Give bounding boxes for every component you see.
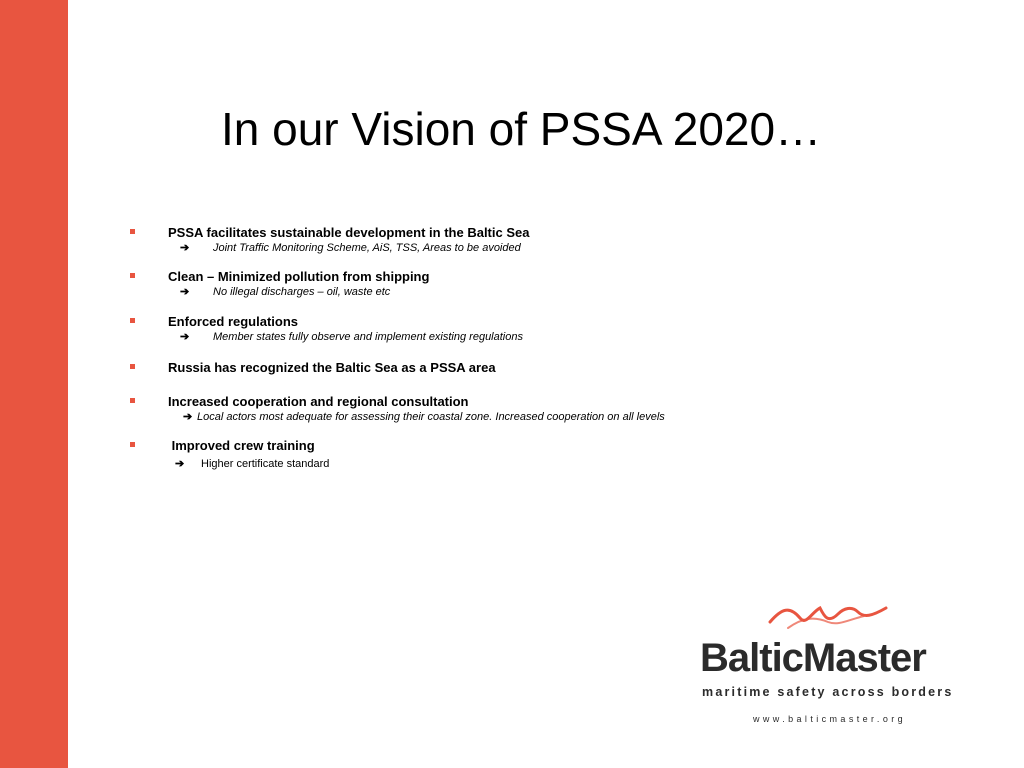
website-url[interactable]: www.balticmaster.org [753,714,907,724]
bullet-text: Clean – Minimized pollution from shipping [168,269,430,284]
slide-title: In our Vision of PSSA 2020… [221,103,822,155]
right-arrow-icon: ➔ [180,286,190,298]
logo-name: BalticMaster [700,636,926,680]
square-bullet-icon [130,442,135,447]
bullet-text: PSSA facilitates sustainable development in the Baltic Sea [168,225,530,240]
sub-bullet-text: Higher certificate standard [201,458,330,470]
logo-tagline: maritime safety across borders [702,685,954,699]
right-arrow-icon: ➔ [180,242,190,254]
bullet-text: Enforced regulations [168,314,299,329]
sub-bullet-text: Joint Traffic Monitoring Scheme, AiS, TSS, Areas to be avoided [213,242,521,254]
side-accent-bar [0,0,68,768]
square-bullet-icon [130,398,135,403]
square-bullet-icon [130,364,135,369]
bullet-text: Russia has recognized the Baltic Sea as a PSSA area [168,360,496,375]
bullet-text: Increased cooperation and regional consultation [168,394,469,409]
right-arrow-icon: ➔ [183,411,193,423]
bullet-text: Improved crew training [168,438,315,453]
sub-bullet-text: No illegal discharges – oil, waste etc [213,286,391,298]
square-bullet-icon [130,273,135,278]
sub-bullet-text: Member states fully observe and implement existing regulations [213,331,523,343]
square-bullet-icon [130,229,135,234]
right-arrow-icon: ➔ [180,331,190,343]
sub-bullet-text: Local actors most adequate for assessing their coastal zone. Increased cooperation on all levels [197,411,665,423]
right-arrow-icon: ➔ [175,458,185,470]
square-bullet-icon [130,318,135,323]
wave-icon [768,602,888,632]
